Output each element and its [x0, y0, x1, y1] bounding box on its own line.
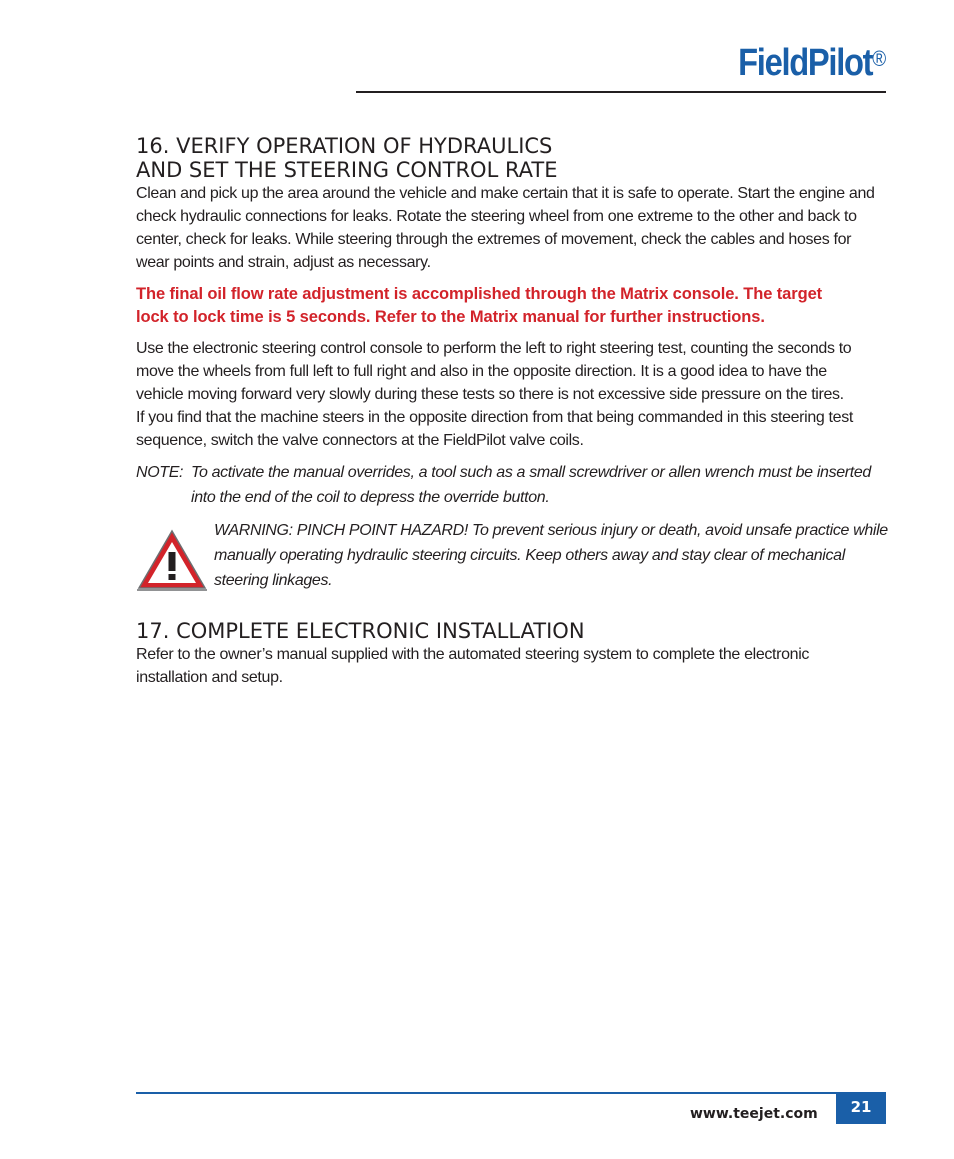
fieldpilot-logo	[738, 44, 886, 82]
warning-triangle-icon	[136, 518, 208, 597]
footer-rule	[136, 1092, 886, 1094]
valve-connector-text: If you find that the machine steers in the opposite direction from that being commanded in this steering test sequence, switch the valve connectors at the FieldPilot valve coils.	[136, 409, 853, 449]
section-17-title: 17. COMPLETE ELECTRONIC INSTALLATION	[136, 619, 585, 643]
logo-text: FieldPilot	[737, 42, 873, 84]
section-16-title-line2: AND SET THE STEERING CONTROL RATE	[136, 158, 558, 182]
section-16-title	[136, 134, 888, 182]
registered-mark: ®	[872, 46, 886, 71]
override-note	[136, 460, 888, 510]
footer-url: www.teejet.com	[690, 1106, 818, 1122]
section-16-paragraph-2	[136, 337, 888, 452]
steering-test-text: Use the electronic steering control console to perform the left to right steering test, counting the seconds to move the wheels from full left to full right and also in the opposite direction. It is a good idea to have the vehicle moving forward very slowly during these tests so there is not excessive side pressure on the tires.	[136, 340, 852, 403]
header-rule	[356, 91, 886, 93]
warning-text: WARNING: PINCH POINT HAZARD! To prevent serious injury or death, avoid unsafe practice while manually operating hydraulic steering circuits. Keep others away and stay clear of mechanical steering linkages.	[214, 522, 888, 589]
note-label: NOTE:	[136, 464, 184, 481]
flow-rate-notice: The final oil flow rate adjustment is accomplished through the Matrix console. The target lock to lock time is 5 seconds. Refer to the Matrix manual for further instructions.	[136, 285, 823, 326]
page-number: 21	[836, 1092, 886, 1124]
pinch-point-warning	[136, 518, 888, 597]
section-16-paragraph-1: Clean and pick up the area around the vehicle and make certain that it is safe to operate. Start the engine and check hydraulic connections for leaks. Rotate the steering wheel from one extreme to the other and back to center, check for leaks. While steering through the extremes of movement, check the cables and hoses for wear points and strain, adjust as necessary.	[136, 185, 875, 271]
note-text: To activate the manual overrides, a tool such as a small screwdriver or allen wrench must be inserted into the end of the coil to depress the override button.	[191, 464, 871, 506]
page-content	[136, 134, 888, 689]
section-17-paragraph: Refer to the owner’s manual supplied with the automated steering system to complete the electronic installation and setup.	[136, 646, 810, 686]
section-16-title-line1: 16. VERIFY OPERATION OF HYDRAULICS	[136, 134, 553, 158]
